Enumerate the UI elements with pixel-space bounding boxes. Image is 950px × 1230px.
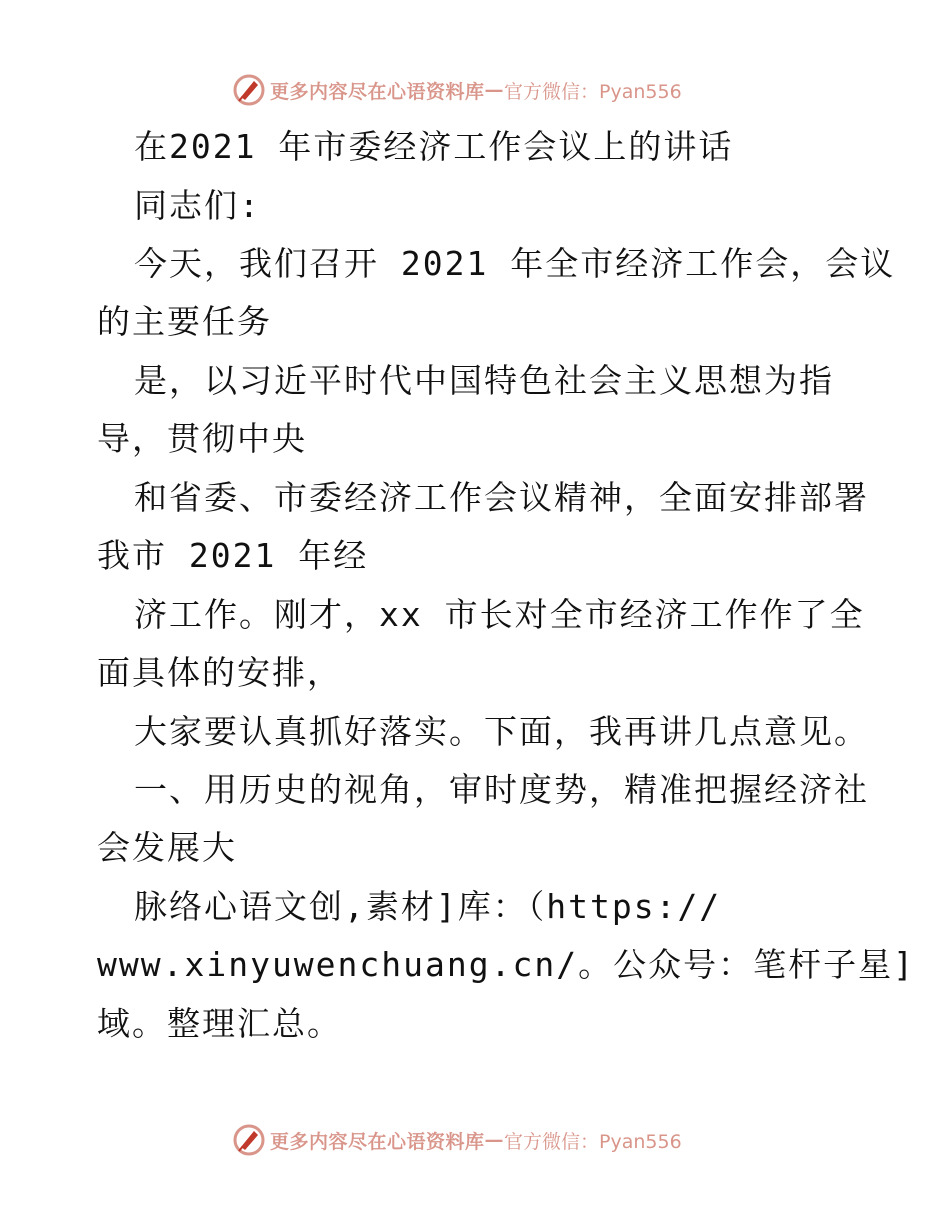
document-title: 在2021 年市委经济工作会议上的讲话 [134, 127, 734, 166]
paragraph-line: 和省委、市委经济工作会议精神，全面安排部署 [134, 478, 869, 517]
watermark-brand-text: 更多内容尽在心语资料库 [270, 1130, 485, 1153]
fountain-pen-logo-icon [232, 1123, 266, 1157]
paragraph-line: 的主要任务 [97, 302, 272, 341]
paragraph-line: www.xinyuwenchuang.cn/。公众号：笔杆子星] [97, 945, 915, 984]
watermark-separator: — [484, 79, 505, 101]
section-heading: 一、用历史的视角，审时度势，精准把握经济社 [134, 770, 869, 809]
footer-watermark [232, 1120, 682, 1160]
paragraph-line: 域。整理汇总。 [97, 1004, 342, 1043]
watermark-brand-text: 更多内容尽在心语资料库 [270, 80, 485, 103]
paragraph-line: 面具体的安排， [97, 653, 342, 692]
paragraph-line: 是，以习近平时代中国特色社会主义思想为指 [134, 361, 834, 400]
fountain-pen-logo-icon [232, 73, 266, 107]
header-watermark [232, 70, 682, 110]
salutation: 同志们: [134, 186, 261, 225]
paragraph-line: 今天，我们召开 2021 年全市经济工作会，会议 [134, 244, 896, 283]
watermark-separator: — [484, 1129, 505, 1151]
paragraph-line: 导，贯彻中央 [97, 419, 307, 458]
section-heading-continued: 会发展大 [97, 828, 237, 867]
paragraph-line: 济工作。刚才，xx 市长对全市经济工作作了全 [134, 595, 865, 634]
watermark-contact-text: 官方微信：Pyan556 [504, 1130, 682, 1153]
paragraph-line: 脉络心语文创,素材]库：（https:// [134, 887, 722, 926]
paragraph-line: 大家要认真抓好落实。下面，我再讲几点意见。 [134, 712, 869, 751]
paragraph-line: 我市 2021 年经 [97, 536, 369, 575]
watermark-contact-text: 官方微信：Pyan556 [504, 80, 682, 103]
